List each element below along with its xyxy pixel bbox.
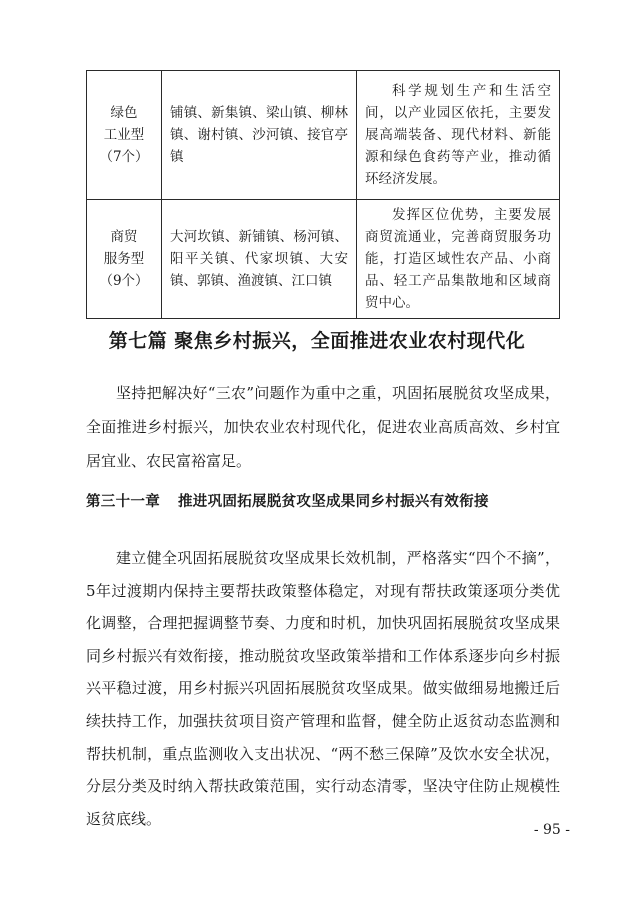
chapter-number: 第三十一章 <box>86 494 160 510</box>
chapter-heading <box>86 490 560 511</box>
description-cell: 科学规划生产和生活空间，以产业园区依托，主要发展高端装备、现代材料、新能源和绿色食药等产业，推动循环经济发展。 <box>357 71 560 200</box>
category-cell <box>87 71 162 200</box>
chapter-body-paragraph: 建立健全巩固拓展脱贫攻坚成果长效机制，严格落实“四个不摘”，5年过渡期内保持主要帮扶政策整体稳定，对现有帮扶政策逐项分类优化调整，合理把握调整节奏、力度和时机，加快巩固拓展脱贫攻坚成果同乡村振兴有效衔接，推动脱贫攻坚政策举措和工作体系逐步向乡村振兴平稳过渡，用乡村振兴巩固拓展脱贫攻坚成果。做实做细易地搬迁后续扶持工作，加强扶贫项目资产管理和监督，健全防止返贫动态监测和帮扶机制，重点监测收入支出状况、“两不愁三保障”及饮水安全状况，分层分类及时纳入帮扶政策范围，实行动态清零，坚决守住防止规模性返贫底线。 <box>86 549 560 828</box>
category-count: （9个） <box>99 273 149 289</box>
chapter-title: 推进巩固拓展脱贫攻坚成果同乡村振兴有效衔接 <box>178 494 489 510</box>
category-line: 商贸 <box>110 229 138 245</box>
part-intro-paragraph: 坚持把解决好“三农”问题作为重中之重，巩固拓展脱贫攻坚成果，全面推进乡村振兴，加快农业农村现代化，促进农业高质高效、乡村宜居宜业、农民富裕富足。 <box>86 384 560 470</box>
category-line: 工业型 <box>103 127 145 143</box>
table-row <box>87 200 560 319</box>
towns-cell: 大河坎镇、新铺镇、杨河镇、阳平关镇、代家坝镇、大安镇、郭镇、渔渡镇、江口镇 <box>162 200 357 319</box>
table-row <box>87 71 560 200</box>
category-line: 绿色 <box>110 105 138 121</box>
category-cell <box>87 200 162 319</box>
category-count: （7个） <box>99 149 149 165</box>
description-cell: 发挥区位优势，主要发展商贸流通业，完善商贸服务功能，打造区域性农产品、小商品、轻工产品集散地和区域商贸中心。 <box>357 200 560 319</box>
towns-cell: 铺镇、新集镇、梁山镇、柳林镇、谢村镇、沙河镇、接官亭镇 <box>162 71 357 200</box>
category-line: 服务型 <box>103 251 145 267</box>
page-number: - 95 - <box>533 822 570 838</box>
part-title: 第七篇 聚焦乡村振兴，全面推进农业农村现代化 <box>108 330 526 352</box>
town-category-table <box>86 70 560 319</box>
